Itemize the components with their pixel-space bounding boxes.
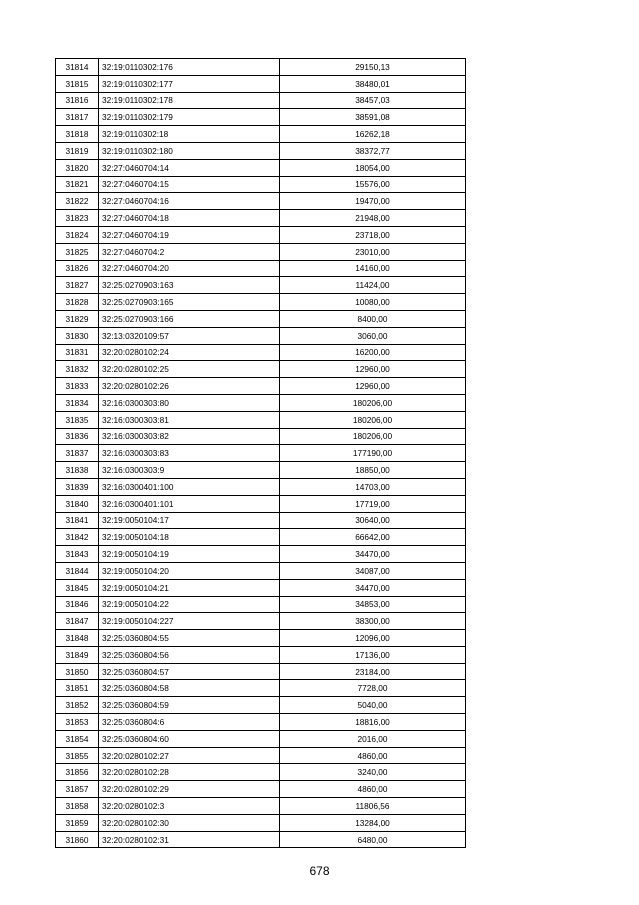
cadastral-number-cell: 32:20:0280102:29	[99, 781, 280, 798]
value-cell: 6480,00	[280, 831, 466, 848]
row-number-cell: 31851	[56, 680, 99, 697]
value-cell: 16262,18	[280, 126, 466, 143]
table-row	[56, 529, 466, 546]
value-cell: 3240,00	[280, 764, 466, 781]
table-row	[56, 92, 466, 109]
row-number-cell: 31815	[56, 75, 99, 92]
row-number-cell: 31825	[56, 243, 99, 260]
cadastral-number-cell: 32:27:0460704:15	[99, 176, 280, 193]
value-cell: 12096,00	[280, 630, 466, 647]
cadastral-number-cell: 32:19:0110302:179	[99, 109, 280, 126]
row-number-cell: 31839	[56, 478, 99, 495]
table-row	[56, 361, 466, 378]
table-row	[56, 109, 466, 126]
cadastral-number-cell: 32:16:0300303:9	[99, 462, 280, 479]
value-cell: 18850,00	[280, 462, 466, 479]
table-row	[56, 781, 466, 798]
row-number-cell: 31828	[56, 294, 99, 311]
table-row	[56, 478, 466, 495]
value-cell: 38480,01	[280, 75, 466, 92]
table-row	[56, 193, 466, 210]
row-number-cell: 31835	[56, 411, 99, 428]
table-row	[56, 59, 466, 76]
value-cell: 38372,77	[280, 142, 466, 159]
cadastral-number-cell: 32:25:0360804:58	[99, 680, 280, 697]
row-number-cell: 31826	[56, 260, 99, 277]
cadastral-number-cell: 32:20:0280102:25	[99, 361, 280, 378]
cadastral-number-cell: 32:19:0050104:17	[99, 512, 280, 529]
value-cell: 38591,08	[280, 109, 466, 126]
table-row	[56, 714, 466, 731]
cadastral-number-cell: 32:27:0460704:18	[99, 210, 280, 227]
cadastral-number-cell: 32:19:0050104:20	[99, 562, 280, 579]
row-number-cell: 31817	[56, 109, 99, 126]
table-row	[56, 445, 466, 462]
row-number-cell: 31816	[56, 92, 99, 109]
value-cell: 13284,00	[280, 814, 466, 831]
row-number-cell: 31854	[56, 730, 99, 747]
row-number-cell: 31852	[56, 697, 99, 714]
table-row	[56, 546, 466, 563]
value-cell: 16200,00	[280, 344, 466, 361]
table-row	[56, 730, 466, 747]
value-cell: 66642,00	[280, 529, 466, 546]
row-number-cell: 31827	[56, 277, 99, 294]
row-number-cell: 31832	[56, 361, 99, 378]
value-cell: 17719,00	[280, 495, 466, 512]
cadastral-number-cell: 32:16:0300303:83	[99, 445, 280, 462]
row-number-cell: 31819	[56, 142, 99, 159]
cadastral-number-cell: 32:27:0460704:20	[99, 260, 280, 277]
value-cell: 12960,00	[280, 361, 466, 378]
cadastral-number-cell: 32:25:0360804:60	[99, 730, 280, 747]
value-cell: 34087,00	[280, 562, 466, 579]
table-row	[56, 630, 466, 647]
page-number: 678	[309, 864, 330, 878]
row-number-cell: 31859	[56, 814, 99, 831]
cadastral-number-cell: 32:19:0050104:19	[99, 546, 280, 563]
value-cell: 38300,00	[280, 613, 466, 630]
table-row	[56, 277, 466, 294]
value-cell: 7728,00	[280, 680, 466, 697]
cadastral-number-cell: 32:19:0110302:180	[99, 142, 280, 159]
row-number-cell: 31840	[56, 495, 99, 512]
row-number-cell: 31841	[56, 512, 99, 529]
row-number-cell: 31846	[56, 596, 99, 613]
table-row	[56, 75, 466, 92]
cadastral-number-cell: 32:13:0320109:57	[99, 327, 280, 344]
value-cell: 11424,00	[280, 277, 466, 294]
row-number-cell: 31845	[56, 579, 99, 596]
cadastral-number-cell: 32:20:0280102:27	[99, 747, 280, 764]
value-cell: 18816,00	[280, 714, 466, 731]
cadastral-number-cell: 32:20:0280102:26	[99, 378, 280, 395]
cadastral-number-cell: 32:25:0270903:163	[99, 277, 280, 294]
cadastral-number-cell: 32:19:0110302:177	[99, 75, 280, 92]
table-row	[56, 142, 466, 159]
value-cell: 14703,00	[280, 478, 466, 495]
value-cell: 8400,00	[280, 310, 466, 327]
row-number-cell: 31824	[56, 226, 99, 243]
cadastral-number-cell: 32:16:0300303:82	[99, 428, 280, 445]
row-number-cell: 31853	[56, 714, 99, 731]
row-number-cell: 31836	[56, 428, 99, 445]
row-number-cell: 31818	[56, 126, 99, 143]
table-row	[56, 310, 466, 327]
table-row	[56, 210, 466, 227]
row-number-cell: 31829	[56, 310, 99, 327]
value-cell: 19470,00	[280, 193, 466, 210]
table-row	[56, 243, 466, 260]
cadastral-number-cell: 32:19:0050104:18	[99, 529, 280, 546]
table-row	[56, 798, 466, 815]
table-row	[56, 294, 466, 311]
cadastral-number-cell: 32:25:0360804:6	[99, 714, 280, 731]
table-row	[56, 226, 466, 243]
row-number-cell: 31837	[56, 445, 99, 462]
value-cell: 18054,00	[280, 159, 466, 176]
row-number-cell: 31830	[56, 327, 99, 344]
cadastral-number-cell: 32:20:0280102:31	[99, 831, 280, 848]
table-row	[56, 831, 466, 848]
table-row	[56, 562, 466, 579]
cadastral-number-cell: 32:25:0270903:165	[99, 294, 280, 311]
cadastral-number-cell: 32:19:0050104:227	[99, 613, 280, 630]
cadastral-number-cell: 32:16:0300401:101	[99, 495, 280, 512]
cadastral-number-cell: 32:27:0460704:14	[99, 159, 280, 176]
value-cell: 34853,00	[280, 596, 466, 613]
value-cell: 4860,00	[280, 747, 466, 764]
table-row	[56, 394, 466, 411]
cadastral-number-cell: 32:27:0460704:19	[99, 226, 280, 243]
table-row	[56, 747, 466, 764]
row-number-cell: 31833	[56, 378, 99, 395]
cadastral-number-cell: 32:25:0360804:57	[99, 663, 280, 680]
value-cell: 4860,00	[280, 781, 466, 798]
value-cell: 17136,00	[280, 646, 466, 663]
table-row	[56, 697, 466, 714]
cadastral-value-table	[55, 58, 466, 848]
value-cell: 21948,00	[280, 210, 466, 227]
value-cell: 12960,00	[280, 378, 466, 395]
value-cell: 10080,00	[280, 294, 466, 311]
value-cell: 29150,13	[280, 59, 466, 76]
row-number-cell: 31850	[56, 663, 99, 680]
table-row	[56, 646, 466, 663]
value-cell: 23010,00	[280, 243, 466, 260]
row-number-cell: 31823	[56, 210, 99, 227]
table-row	[56, 596, 466, 613]
value-cell: 180206,00	[280, 411, 466, 428]
table-row	[56, 579, 466, 596]
value-cell: 2016,00	[280, 730, 466, 747]
value-cell: 180206,00	[280, 428, 466, 445]
table-row	[56, 176, 466, 193]
cadastral-number-cell: 32:27:0460704:16	[99, 193, 280, 210]
cadastral-number-cell: 32:27:0460704:2	[99, 243, 280, 260]
table-row	[56, 428, 466, 445]
row-number-cell: 31856	[56, 764, 99, 781]
table-row	[56, 512, 466, 529]
value-cell: 14160,00	[280, 260, 466, 277]
cadastral-number-cell: 32:19:0050104:22	[99, 596, 280, 613]
value-cell: 23184,00	[280, 663, 466, 680]
row-number-cell: 31821	[56, 176, 99, 193]
row-number-cell: 31834	[56, 394, 99, 411]
value-cell: 5040,00	[280, 697, 466, 714]
table-row	[56, 260, 466, 277]
table-row	[56, 814, 466, 831]
cadastral-number-cell: 32:19:0110302:176	[99, 59, 280, 76]
table-row	[56, 764, 466, 781]
value-cell: 177190,00	[280, 445, 466, 462]
row-number-cell: 31860	[56, 831, 99, 848]
value-cell: 30640,00	[280, 512, 466, 529]
table-row	[56, 327, 466, 344]
cadastral-number-cell: 32:16:0300303:81	[99, 411, 280, 428]
value-cell: 15576,00	[280, 176, 466, 193]
cadastral-number-cell: 32:25:0360804:59	[99, 697, 280, 714]
table-row	[56, 344, 466, 361]
cadastral-number-cell: 32:16:0300401:100	[99, 478, 280, 495]
cadastral-number-cell: 32:20:0280102:28	[99, 764, 280, 781]
value-cell: 34470,00	[280, 546, 466, 563]
row-number-cell: 31858	[56, 798, 99, 815]
value-cell: 180206,00	[280, 394, 466, 411]
value-cell: 3060,00	[280, 327, 466, 344]
row-number-cell: 31849	[56, 646, 99, 663]
row-number-cell: 31857	[56, 781, 99, 798]
cadastral-number-cell: 32:16:0300303:80	[99, 394, 280, 411]
value-cell: 38457,03	[280, 92, 466, 109]
value-cell: 23718,00	[280, 226, 466, 243]
row-number-cell: 31838	[56, 462, 99, 479]
value-cell: 11806,56	[280, 798, 466, 815]
row-number-cell: 31842	[56, 529, 99, 546]
table-row	[56, 680, 466, 697]
row-number-cell: 31855	[56, 747, 99, 764]
table-row	[56, 411, 466, 428]
cadastral-number-cell: 32:25:0360804:56	[99, 646, 280, 663]
table-row	[56, 126, 466, 143]
cadastral-number-cell: 32:19:0050104:21	[99, 579, 280, 596]
cadastral-number-cell: 32:25:0360804:55	[99, 630, 280, 647]
row-number-cell: 31814	[56, 59, 99, 76]
row-number-cell: 31822	[56, 193, 99, 210]
table-row	[56, 663, 466, 680]
row-number-cell: 31848	[56, 630, 99, 647]
table-row	[56, 462, 466, 479]
row-number-cell: 31844	[56, 562, 99, 579]
cadastral-number-cell: 32:20:0280102:3	[99, 798, 280, 815]
row-number-cell: 31820	[56, 159, 99, 176]
row-number-cell: 31847	[56, 613, 99, 630]
value-cell: 34470,00	[280, 579, 466, 596]
table-row	[56, 159, 466, 176]
table-row	[56, 378, 466, 395]
cadastral-number-cell: 32:19:0110302:178	[99, 92, 280, 109]
cadastral-number-cell: 32:20:0280102:30	[99, 814, 280, 831]
table-row	[56, 613, 466, 630]
table-body	[56, 59, 466, 848]
row-number-cell: 31843	[56, 546, 99, 563]
cadastral-number-cell: 32:25:0270903:166	[99, 310, 280, 327]
cadastral-number-cell: 32:19:0110302:18	[99, 126, 280, 143]
cadastral-number-cell: 32:20:0280102:24	[99, 344, 280, 361]
table-row	[56, 495, 466, 512]
row-number-cell: 31831	[56, 344, 99, 361]
